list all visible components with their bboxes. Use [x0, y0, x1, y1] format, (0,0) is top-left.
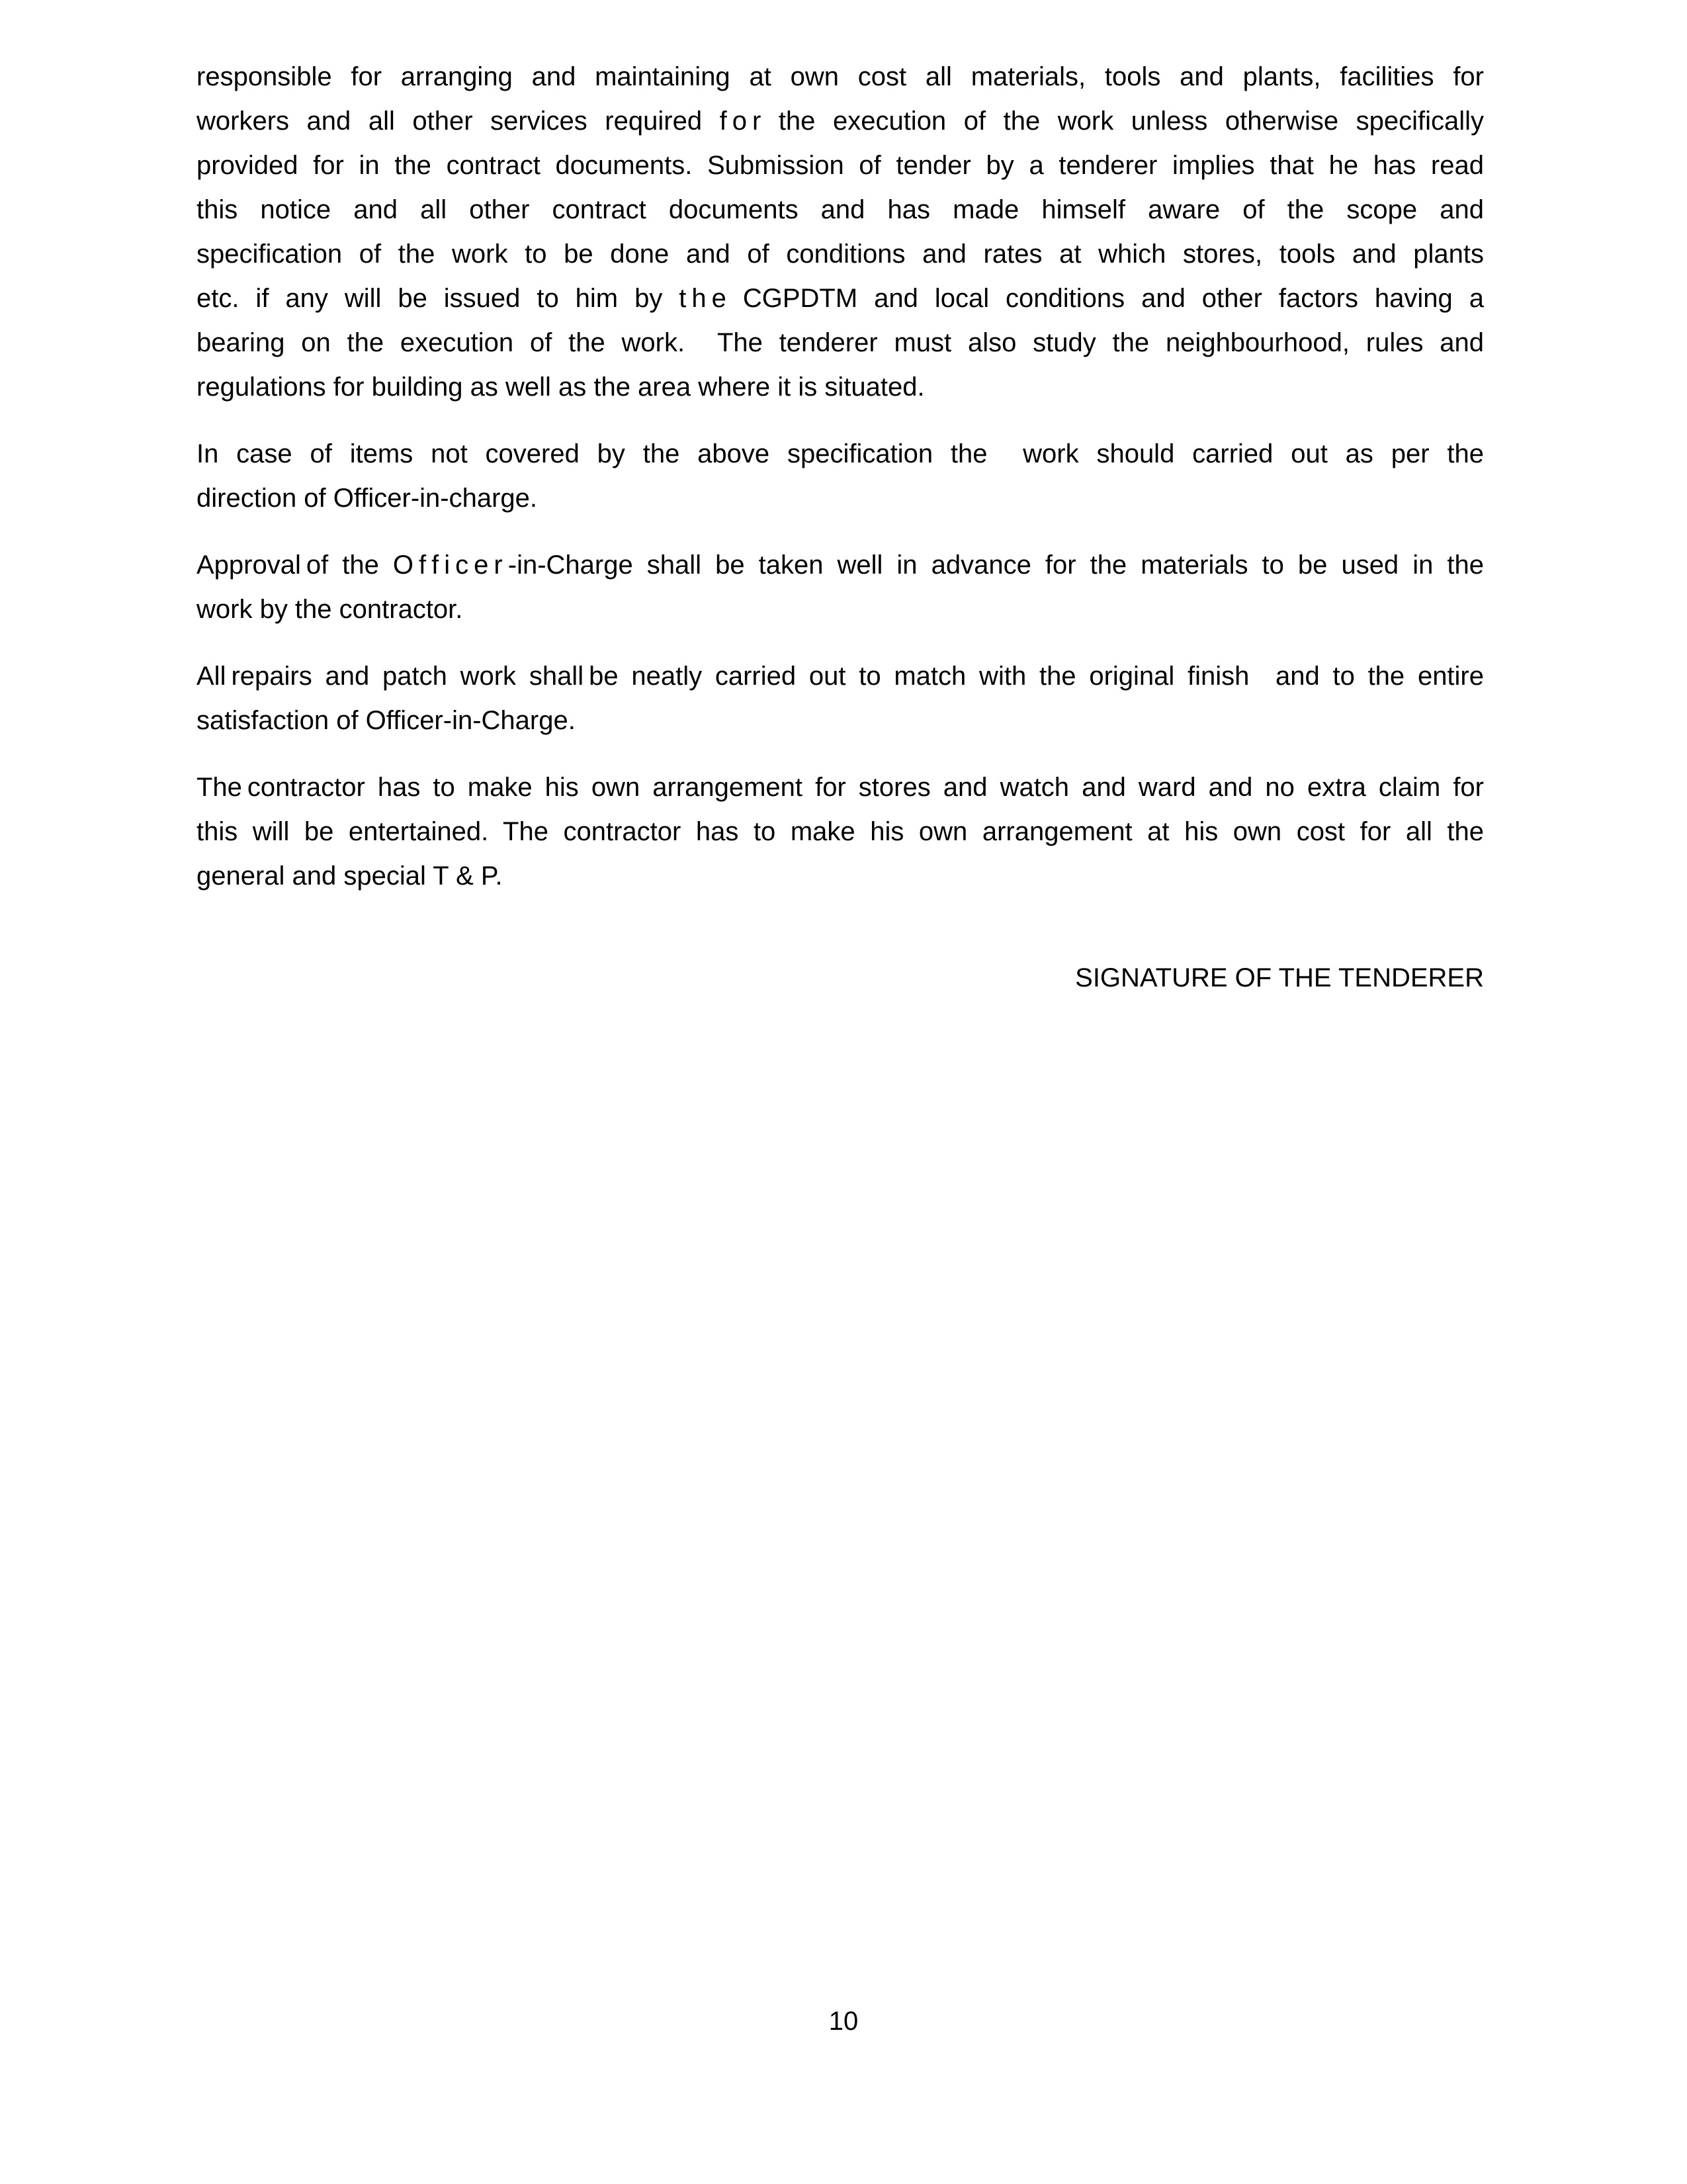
- signature-line: SIGNATURE OF THE TENDERER: [1075, 963, 1484, 992]
- paragraph-line: All repairs and patch work shall be neatly carried out to match with the original finish and to the entire: [196, 662, 1484, 691]
- paragraph-line: bearing on the execution of the work. The tenderer must also study the neighbourhood, rules and: [196, 328, 1484, 357]
- document-body: [196, 55, 1484, 921]
- paragraph-line: provided for in the contract documents. Submission of tender by a tenderer implies that he has read: [196, 151, 1484, 180]
- paragraph-line: specification of the work to be done and of conditions and rates at which stores, tools and plants: [196, 240, 1484, 269]
- paragraph-line: satisfaction of Officer-in-Charge.: [196, 706, 576, 735]
- paragraph-line: responsible for arranging and maintaining at own cost all materials, tools and plants, facilities for: [196, 62, 1484, 91]
- paragraph: [196, 543, 1484, 632]
- paragraph-line: Approval of the O f f i c e r -in-Charge shall be taken well in advance for the materials to be used in the: [196, 550, 1484, 580]
- paragraph-line: general and special T & P.: [196, 861, 503, 891]
- paragraph-line: this notice and all other contract documents and has made himself aware of the scope and: [196, 195, 1484, 224]
- paragraph-line: regulations for building as well as the area where it is situated.: [196, 372, 925, 402]
- paragraph: [196, 432, 1484, 521]
- paragraph: [196, 55, 1484, 410]
- paragraph-line: this will be entertained. The contractor has to make his own arrangement at his own cost for all the: [196, 817, 1484, 846]
- paragraph-line: In case of items not covered by the above specification the work should carried out as per the: [196, 439, 1484, 468]
- paragraph: [196, 654, 1484, 743]
- paragraph-line: The contractor has to make his own arrangement for stores and watch and ward and no extra claim for: [196, 773, 1484, 802]
- paragraph-line: work by the contractor.: [196, 595, 463, 624]
- paragraph: [196, 765, 1484, 898]
- paragraph-line: direction of Officer-in-charge.: [196, 484, 538, 513]
- paragraph-line: etc. if any will be issued to him by t h e CGPDTM and local conditions and other factors having a: [196, 284, 1484, 313]
- page-number: 10: [828, 2007, 859, 2036]
- paragraph-line: workers and all other services required f o r the execution of the work unless otherwise specifically: [196, 107, 1484, 136]
